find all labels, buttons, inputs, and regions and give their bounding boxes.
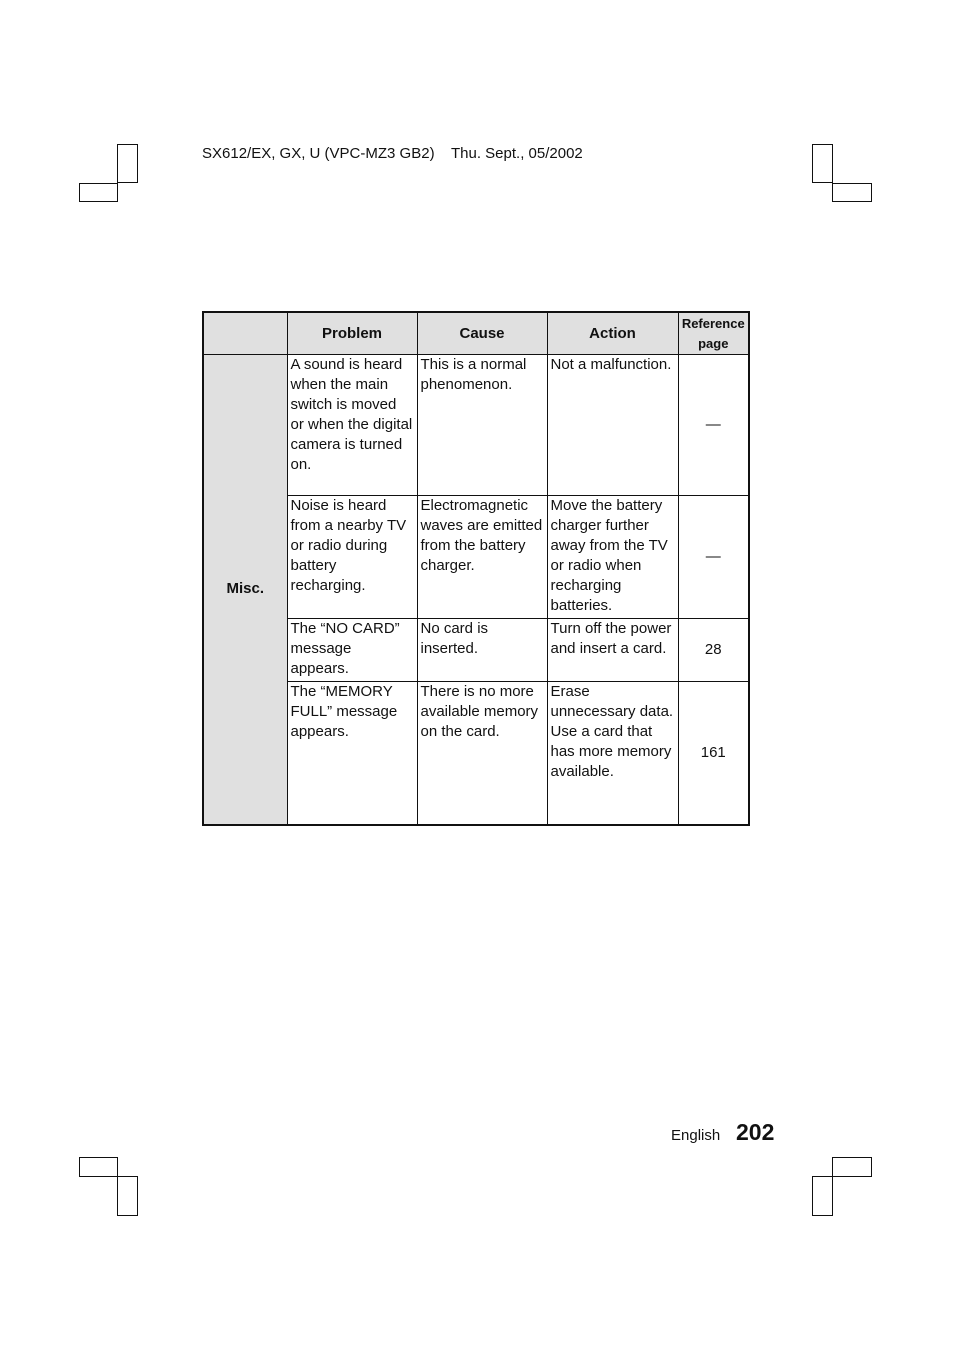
problem-cell: The “NO CARD” message appears. [287, 619, 417, 682]
crop-mark [832, 183, 872, 202]
action-cell: Not a malfunction. [547, 355, 678, 496]
problem-header: Problem [287, 312, 417, 355]
crop-mark [117, 1176, 138, 1216]
troubleshooting-table [202, 311, 750, 826]
cause-cell: No card is inserted. [417, 619, 547, 682]
reference-cell: 161 [678, 682, 749, 825]
page-header [202, 145, 583, 162]
crop-mark [117, 144, 138, 183]
footer-language: English [671, 1127, 721, 1144]
table-header-row [203, 312, 749, 355]
action-header: Action [547, 312, 678, 355]
page-number: 202 [736, 1119, 775, 1145]
crop-mark [812, 144, 833, 183]
problem-cell: The “MEMORY FULL” message appears. [287, 682, 417, 825]
crop-mark [79, 183, 118, 202]
table-row [203, 355, 749, 496]
reference-cell: 28 [678, 619, 749, 682]
model-label: SX612/EX, GX, U (VPC-MZ3 GB2) [202, 145, 435, 162]
crop-mark [79, 1157, 118, 1177]
problem-cell: A sound is heard when the main switch is moved or when the digital camera is turned on. [287, 355, 417, 496]
date-label: Thu. Sept., 05/2002 [450, 145, 583, 162]
category-cell: Misc. [203, 355, 287, 825]
reference-header: Reference page [678, 312, 749, 355]
crop-mark [812, 1176, 833, 1216]
reference-cell: — [678, 355, 749, 496]
crop-mark [832, 1157, 872, 1177]
cause-cell: There is no more available memory on the card. [417, 682, 547, 825]
cause-cell: This is a normal phenomenon. [417, 355, 547, 496]
action-cell: Erase unnecessary data. Use a card that has more memory available. [547, 682, 678, 825]
action-cell: Move the battery charger further away from the TV or radio when recharging batteries. [547, 496, 678, 619]
problem-cell: Noise is heard from a nearby TV or radio during battery recharging. [287, 496, 417, 619]
reference-cell: — [678, 496, 749, 619]
category-header [203, 312, 287, 355]
cause-cell: Electromagnetic waves are emitted from the battery charger. [417, 496, 547, 619]
cause-header: Cause [417, 312, 547, 355]
action-cell: Turn off the power and insert a card. [547, 619, 678, 682]
